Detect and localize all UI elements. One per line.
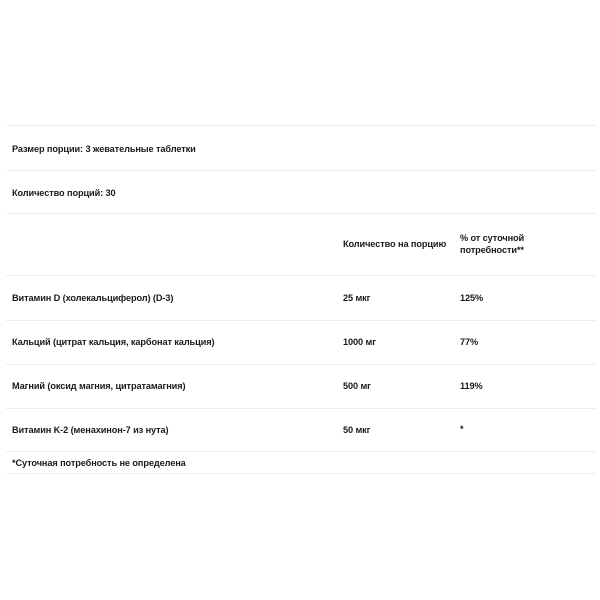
nutrient-name: Магний (оксид магния, цитратамагния): [12, 381, 186, 391]
nutrient-daily-value: 119%: [460, 381, 483, 391]
nutrient-amount: 25 мкг: [343, 293, 371, 303]
nutrient-row: [6, 320, 596, 364]
serving-size-text: Размер порции: 3 жевательные таблетки: [12, 144, 196, 154]
column-header-row: [6, 213, 596, 275]
nutrient-amount: 1000 мг: [343, 337, 376, 347]
nutrient-daily-value: *: [460, 424, 464, 434]
footnote-row: [6, 451, 596, 474]
nutrient-name: Витамин D (холекальциферол) (D-3): [12, 293, 174, 303]
servings-per-container-text: Количество порций: 30: [12, 188, 116, 198]
nutrient-amount: 500 мг: [343, 381, 371, 391]
serving-size-row: [6, 125, 596, 170]
nutrient-row: [6, 275, 596, 320]
servings-per-container-row: [6, 170, 596, 213]
nutrient-amount: 50 мкг: [343, 425, 371, 435]
nutrient-row: [6, 408, 596, 451]
amount-per-serving-header: Количество на порцию: [343, 239, 447, 249]
daily-value-header-line2: потребности**: [460, 245, 524, 255]
supplement-facts-table: [6, 125, 596, 474]
nutrient-daily-value: 77%: [460, 337, 479, 347]
nutrient-name: Кальций (цитрат кальция, карбонат кальция): [12, 337, 215, 347]
footnote-text: *Суточная потребность не определена: [12, 458, 186, 468]
nutrient-row: [6, 364, 596, 408]
daily-value-header-line1: % от суточной: [460, 233, 525, 243]
nutrient-name: Витамин K-2 (менахинон-7 из нута): [12, 425, 169, 435]
nutrient-daily-value: 125%: [460, 293, 484, 303]
